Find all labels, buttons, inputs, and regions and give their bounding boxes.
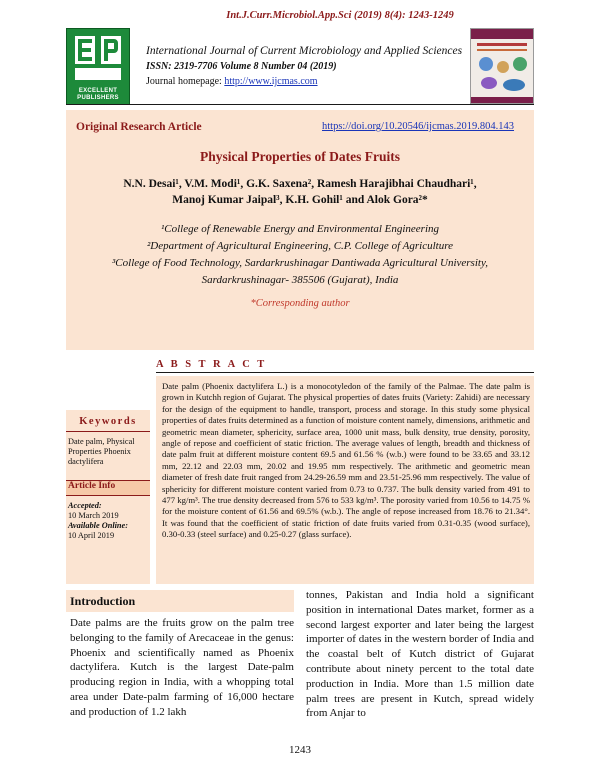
keywords-heading: Keywords	[79, 416, 137, 427]
homepage-link[interactable]: http://www.ijcmas.com	[224, 76, 318, 87]
article-title: Physical Properties of Dates Fruits	[200, 149, 400, 164]
online-label: Available Online:	[68, 521, 128, 530]
accepted-date: 10 March 2019	[68, 511, 119, 520]
page-number: 1243	[289, 744, 311, 756]
affiliation-2: ²Department of Agricultural Engineering, C.P. College of Agriculture	[147, 240, 453, 252]
authors-line-2: Manoj Kumar Jaipal³, K.H. Gohil¹ and Alok Gora²*	[172, 194, 428, 206]
authors-line-1: N.N. Desai¹, V.M. Modi¹, G.K. Saxena², Ramesh Harajibhai Chaudhari¹,	[123, 178, 477, 190]
introduction-heading-box	[66, 590, 294, 612]
journal-cover-image	[470, 28, 534, 104]
doi-link[interactable]: https://doi.org/10.20546/ijcmas.2019.804.143	[322, 121, 515, 132]
header-rule	[66, 104, 534, 105]
affiliation-3b: Sardarkrushinagar- 385506 (Gujarat), India	[201, 274, 399, 286]
article-info-dates	[68, 501, 150, 541]
keywords-list: Date palm, Physical Properties Phoenix dactylifera	[68, 437, 135, 466]
journal-issn: ISSN: 2319-7706 Volume 8 Number 04 (2019)	[146, 61, 337, 72]
introduction-heading: Introduction	[70, 594, 136, 608]
letter-p-icon	[104, 39, 118, 61]
corresponding-author: *Corresponding author	[250, 298, 350, 309]
abstract-heading: A B S T R A C T	[156, 359, 267, 370]
publisher-logo	[66, 28, 130, 105]
abstract-rule	[156, 372, 534, 373]
body-left-column: Date palms are the fruits grow on the palm tree belonging to the family of Arecaceae in the genus: Phoenix and scientifically named as Phoenix dactylifera. Kutch is the largest Date-palm producing region in India, with a whopping total area under Date-palm farming of 16,000 hectare and production of 1.2 lakh	[70, 617, 294, 718]
online-date: 10 April 2019	[68, 531, 115, 540]
logo-text: EXCELLENT PUBLISHERS	[77, 88, 119, 101]
journal-name: International Journal of Current Microbiology and Applied Sciences	[146, 45, 463, 57]
abstract-text: Date palm (Phoenix dactylifera L.) is a monocotyledon of the family of the Palmae. The date palm is grown in Kutchh region of Gujarat. The physical properties of dates fruits (Variety: Zahidi) are necessary for the design of the equipment to handle, transport, process and storage. In this study some physical properties of dates fruits determined as a function of moisture content namely, dimensions, arithmetic and geometric mean diameter, sphericity, surface area, 1000 unit mass, bulk density, true density, porosity, angle of repose and coefficient of static friction. The average values of length, breadth and thickness of date palm fruit at different moisture content 69.5 and 61.56 % (w.b.) were found to be 33.65 and 33.12 mm, 22.12 and 22.03 mm, 20.02 and 19.95 mm respectively. The arithmetic and geometric mean diameter of fresh date fruit ranged from 24.29-26.59 mm and 23.51-25.96 mm respectively. The value of sphericity for different moisture content varied from 0.73 to 0.737. The bulk density varied from 491 to 477 kg/m³. The true density decreased from 576 to 533 kg/m³. The porosity varied from 10.56 to 14.75 % for the moisture content of 61.56 and 69.5% (w.b.). The angle of repose increased from 18.76 to 21.34°. It was found that the coefficient of static friction of date fruits varied from 0.31-0.35 (wood surface), 0.30-0.33 (steel surface) and 0.25-0.27 (glass surface).	[162, 381, 530, 540]
affiliation-1: ¹College of Renewable Energy and Environmental Engineering	[160, 223, 440, 235]
body-right-column: tonnes, Pakistan and India hold a significant position in international Dates market, former as a second largest exporter and later being the largest importer of dates in the western border of India and the coastal belt of Kutch district of Gujarat contribute about ninety percent to the total date production in India. More than 1.5 million date palm trees are present in Kutch, spread widely from Anjar to	[306, 589, 534, 720]
journal-homepage: Journal homepage: http://www.ijcmas.com	[146, 76, 318, 87]
letter-e-icon	[78, 39, 92, 61]
journal-citation: Int.J.Curr.Microbiol.App.Sci (2019) 8(4): 1243-1249	[226, 10, 454, 21]
keywords-rule	[66, 431, 150, 432]
article-info-heading: Article Info	[68, 481, 116, 491]
article-type: Original Research Article	[76, 121, 202, 133]
affiliation-3a: ³College of Food Technology, Sardarkrushinagar Dantiwada Agricultural University,	[112, 257, 488, 269]
accepted-label: Accepted:	[68, 501, 102, 510]
